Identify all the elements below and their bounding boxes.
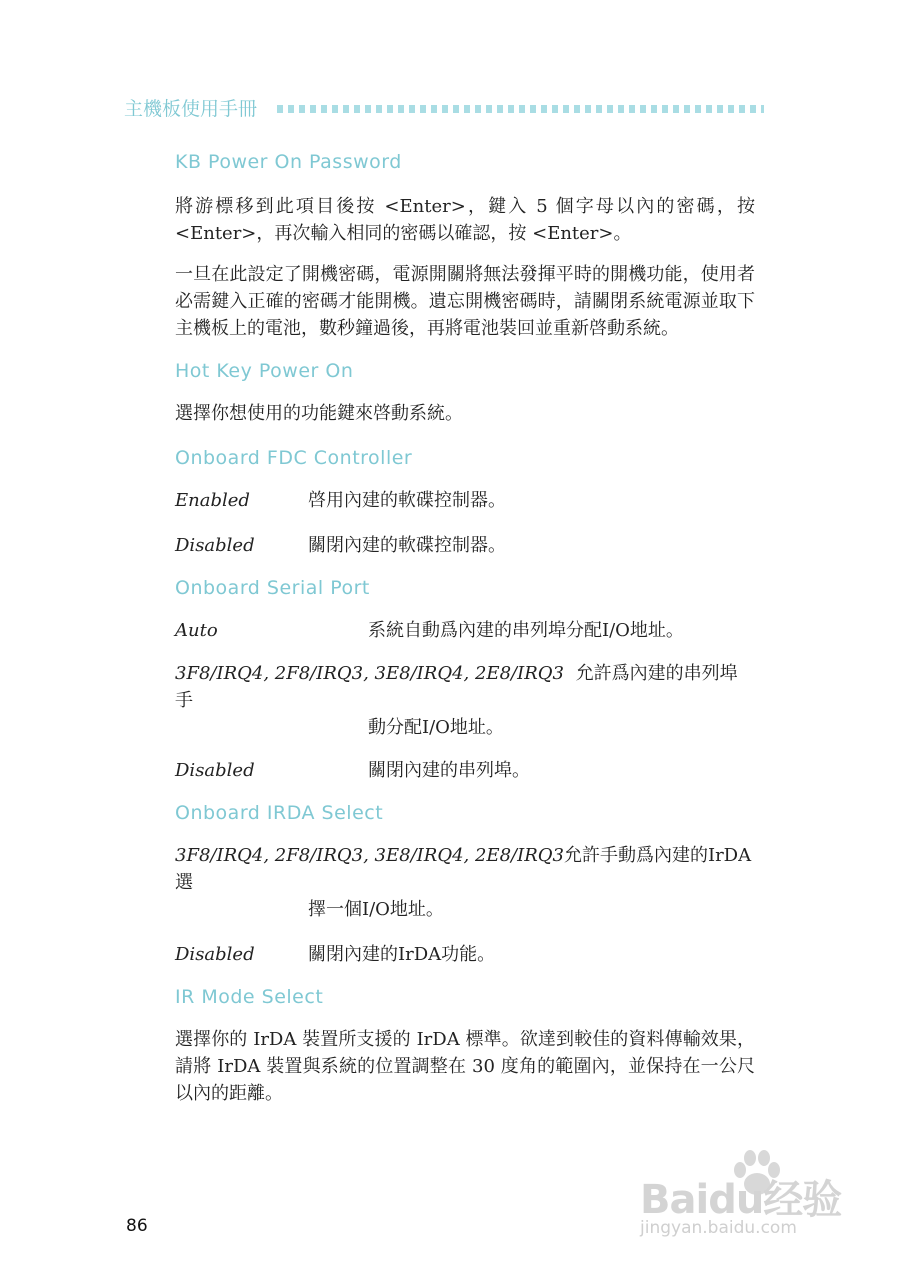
option-key: 3F8/IRQ4, 2F8/IRQ3, 3E8/IRQ4, 2E8/IRQ3 bbox=[175, 663, 564, 684]
serial-option-manual bbox=[175, 660, 755, 741]
irda-option-disabled bbox=[175, 941, 755, 968]
option-description-cont: 擇一個I/O地址。 bbox=[308, 899, 444, 920]
option-key: Auto bbox=[175, 620, 218, 641]
option-description-cont: 動分配I/O地址。 bbox=[368, 717, 504, 738]
serial-option-auto bbox=[175, 617, 755, 644]
running-header bbox=[124, 92, 764, 122]
section-title-ir-mode: IR Mode Select bbox=[175, 986, 324, 1008]
kb-power-paragraph-1: 將游標移到此項目後按 <Enter>，鍵入 5 個字母以內的密碼，按 <Enter>，再次輸入相同的密碼以確認，按 <Enter>。 bbox=[175, 196, 755, 244]
kb-power-paragraph-2: 一旦在此設定了開機密碼，電源開關將無法發揮平時的開機功能，使用者必需鍵入正確的密碼才能開機。遺忘開機密碼時，請關閉系統電源並取下主機板上的電池，數秒鐘過後，再將電池裝回並重新啓動系統。 bbox=[175, 264, 755, 339]
option-key: Enabled bbox=[175, 490, 250, 511]
watermark-url: jingyan.baidu.com bbox=[640, 1218, 797, 1238]
section-title-hot-key: Hot Key Power On bbox=[175, 360, 354, 382]
fdc-option-disabled bbox=[175, 532, 755, 559]
option-description: 允許爲內建的串列埠手 bbox=[175, 663, 738, 711]
header-title: 主機板使用手冊 bbox=[124, 97, 258, 120]
ir-mode-paragraph: 選擇你的 IrDA 裝置所支援的 IrDA 標準。欲達到較佳的資料傳輸效果，請將 IrDA 裝置與系統的位置調整在 30 度角的範圍內，並保持在一公尺以內的距離。 bbox=[175, 1029, 755, 1104]
header-dotted-rule bbox=[277, 105, 764, 113]
baidu-watermark bbox=[640, 1148, 860, 1248]
section-title-serial: Onboard Serial Port bbox=[175, 577, 370, 599]
irda-option-manual bbox=[175, 842, 755, 923]
hot-key-paragraph: 選擇你想使用的功能鍵來啓動系統。 bbox=[175, 403, 463, 424]
option-description: 關閉內建的串列埠。 bbox=[368, 760, 530, 781]
watermark-logo: Baidu经验 bbox=[640, 1177, 842, 1223]
fdc-option-enabled bbox=[175, 487, 755, 514]
option-description: 啓用內建的軟碟控制器。 bbox=[308, 490, 506, 511]
option-description: 關閉內建的軟碟控制器。 bbox=[308, 535, 506, 556]
option-key: Disabled bbox=[175, 944, 255, 965]
option-key: Disabled bbox=[175, 535, 255, 556]
option-key: 3F8/IRQ4, 2F8/IRQ3, 3E8/IRQ4, 2E8/IRQ3 bbox=[175, 845, 564, 866]
option-description: 關閉內建的IrDA功能。 bbox=[308, 944, 496, 965]
page-number: 86 bbox=[126, 1216, 148, 1236]
option-description: 允許手動爲內建的IrDA選 bbox=[175, 845, 752, 893]
section-title-irda: Onboard IRDA Select bbox=[175, 802, 384, 824]
option-description: 系統自動爲內建的串列埠分配I/O地址。 bbox=[368, 620, 684, 641]
section-title-fdc: Onboard FDC Controller bbox=[175, 447, 413, 469]
page-content bbox=[175, 145, 755, 1107]
section-title-kb-power: KB Power On Password bbox=[175, 151, 402, 173]
option-key: Disabled bbox=[175, 760, 255, 781]
serial-option-disabled bbox=[175, 757, 755, 784]
